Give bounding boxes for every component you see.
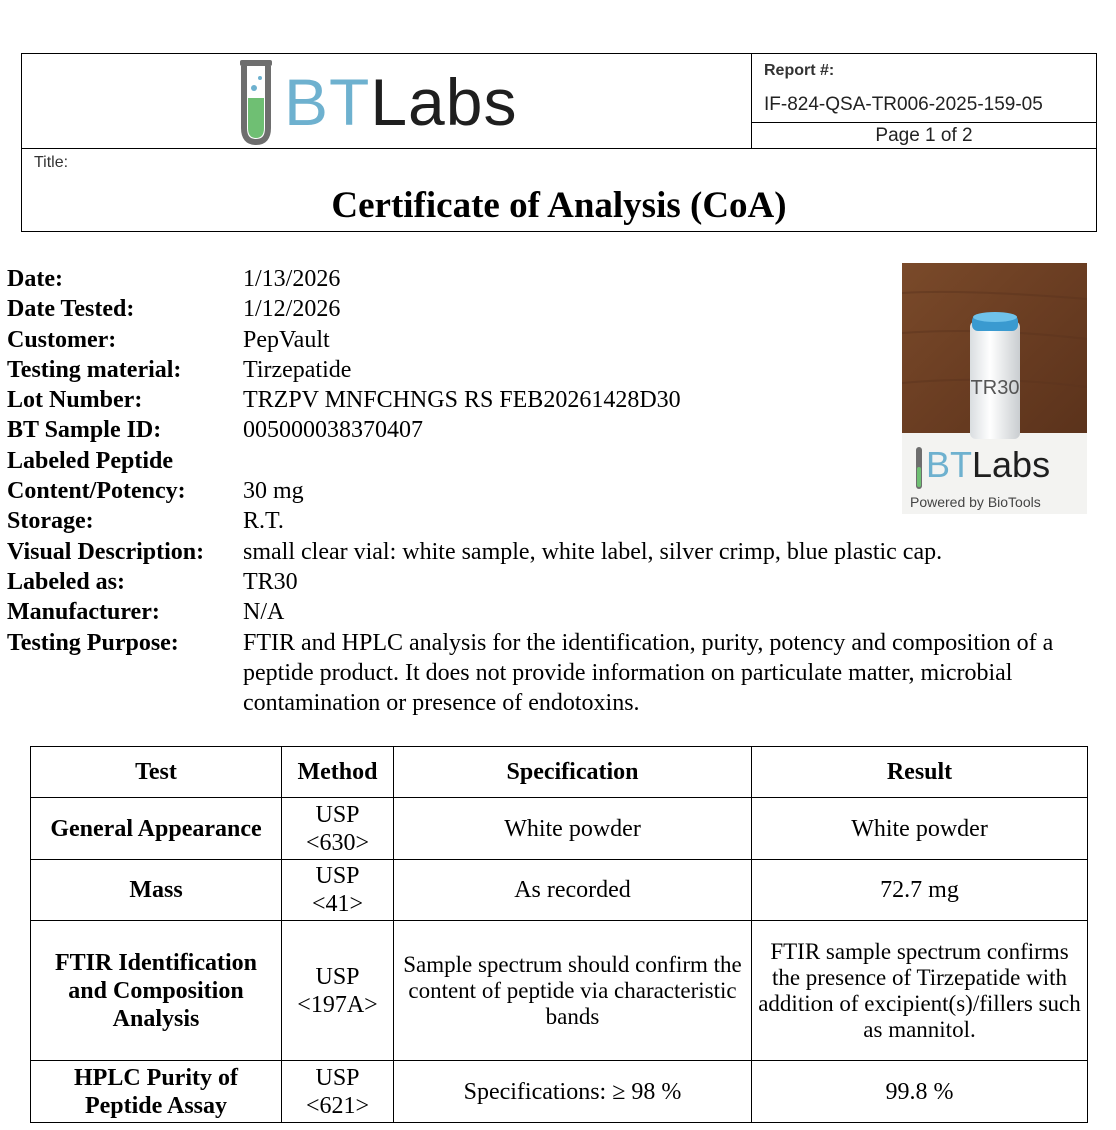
btlabs-logo — [234, 58, 517, 146]
info-row-sample-id: BT Sample ID: 005000038370407 — [7, 417, 423, 444]
vial-label-text: TR30 — [970, 377, 1020, 399]
test-tube-icon — [234, 58, 278, 146]
info-row-lot: Lot Number: TRZPV MNFCHNGS RS FEB20261428D30 — [7, 387, 681, 414]
info-row-purpose: Testing Purpose: FTIR and HPLC analysis for the identification, purity, potency and composition of a peptide product. It does not provide information on particulate matter, microbial contamination or presence of endotoxins. — [7, 629, 1054, 717]
info-row-date-tested: Date Tested: 1/12/2026 — [7, 296, 341, 323]
report-number: IF-824-QSA-TR006-2025-159-05 — [764, 94, 1043, 115]
header-result: Result — [752, 747, 1088, 798]
results-table — [30, 746, 1088, 1123]
table-row: FTIR Identification and Composition Analysis USP <197A> Sample spectrum should confirm the content of peptide via characteristic bands FTIR sample spectrum confirms the presence of Tirzepatide with addition of excipient(s)/fillers such as mannitol. — [31, 921, 1088, 1061]
info-row-material: Testing material: Tirzepatide — [7, 356, 352, 383]
info-row-potency: Content/Potency: 30 mg — [7, 478, 304, 505]
info-row-date: Date: 1/13/2026 — [7, 266, 341, 292]
table-row: Mass USP <41> As recorded 72.7 mg — [31, 860, 1088, 921]
info-row-manufacturer: Manufacturer: N/A — [7, 599, 285, 626]
info-row-labeled-peptide: Labeled Peptide — [7, 447, 173, 474]
header-specification: Specification — [394, 747, 752, 798]
table-row: General Appearance USP <630> White powder White powder — [31, 798, 1088, 860]
report-number-label: Report #: — [764, 62, 835, 79]
title-label: Title: — [34, 154, 69, 171]
info-row-customer: Customer: PepVault — [7, 326, 330, 353]
powered-by-text: Powered by BioTools — [910, 494, 1041, 510]
logo-wordmark: BTLabs — [284, 65, 518, 139]
page-title: Certificate of Analysis (CoA) — [331, 185, 787, 226]
page-indicator: Page 1 of 2 — [752, 122, 1096, 149]
info-row-visual: Visual Description: small clear vial: white sample, white label, silver crimp, blue plastic cap. — [7, 538, 943, 565]
table-row: HPLC Purity of Peptide Assay USP <621> Specifications: ≥ 98 % 99.8 % — [31, 1061, 1088, 1123]
info-row-storage: Storage: R.T. — [7, 508, 284, 535]
sample-photo — [902, 263, 1087, 514]
header-method: Method — [282, 747, 394, 798]
header-box — [21, 53, 1097, 232]
header-test: Test — [31, 747, 282, 798]
report-cell — [752, 54, 1096, 149]
vial-photo-image — [902, 263, 1087, 514]
info-row-labeled-as: Labeled as: TR30 — [7, 568, 298, 595]
svg-text:BTLabs: BTLabs — [926, 444, 1051, 485]
logo-cell — [22, 54, 752, 149]
table-header-row — [31, 747, 1088, 798]
